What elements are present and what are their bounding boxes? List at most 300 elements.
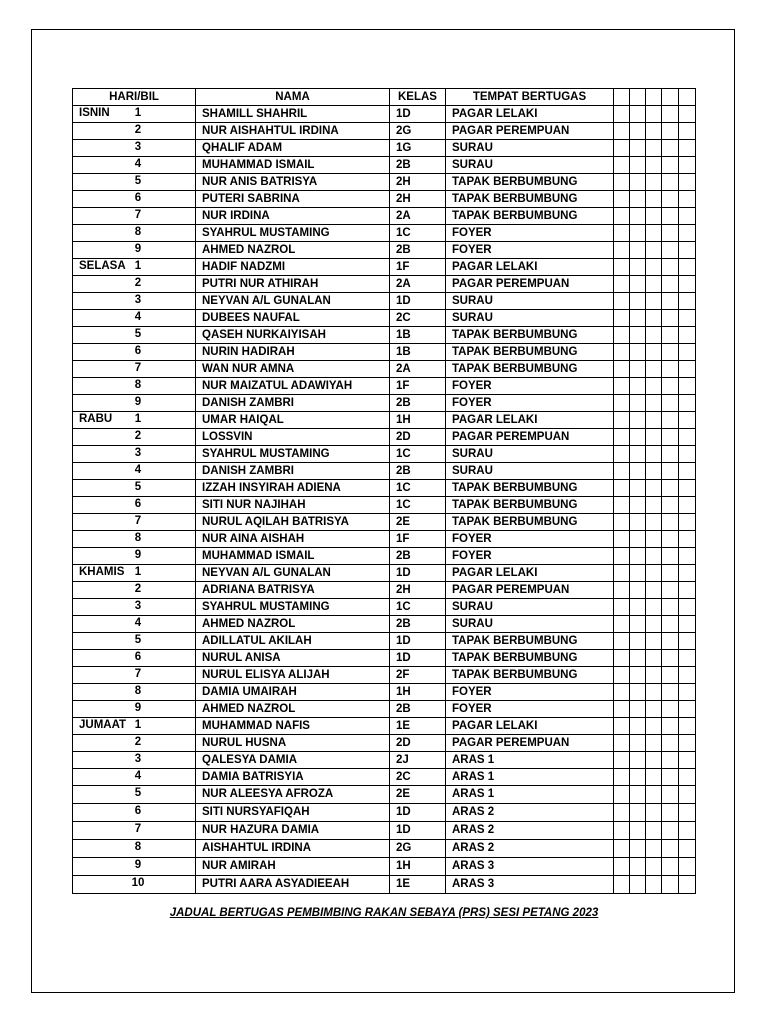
hari-bil-cell bbox=[73, 378, 196, 395]
blank-cell bbox=[646, 822, 662, 840]
blank-cell bbox=[646, 599, 662, 616]
class-cell: 1D bbox=[390, 565, 446, 582]
class-cell: 1H bbox=[390, 858, 446, 876]
blank-cell bbox=[679, 225, 696, 242]
name-cell: SYAHRUL MUSTAMING bbox=[196, 599, 390, 616]
name-cell: AHMED NAZROL bbox=[196, 242, 390, 259]
blank-cell bbox=[614, 667, 630, 684]
name-cell: MUHAMMAD ISMAIL bbox=[196, 548, 390, 565]
blank-cell bbox=[614, 123, 630, 140]
row-number: 10 bbox=[131, 877, 145, 889]
blank-cell bbox=[679, 786, 696, 804]
blank-cell bbox=[646, 497, 662, 514]
row-number: 7 bbox=[134, 362, 142, 374]
duty-place-cell: PAGAR PEREMPUAN bbox=[446, 429, 614, 446]
name-cell: NURUL HUSNA bbox=[196, 735, 390, 752]
hari-bil-cell bbox=[73, 123, 196, 140]
table-row bbox=[73, 650, 696, 667]
class-cell: 1E bbox=[390, 876, 446, 894]
table-row bbox=[73, 225, 696, 242]
table-row bbox=[73, 718, 696, 735]
blank-cell bbox=[630, 293, 646, 310]
hari-bil-cell bbox=[73, 225, 196, 242]
blank-cell bbox=[662, 463, 679, 480]
blank-cell bbox=[662, 497, 679, 514]
name-cell: NUR HAZURA DAMIA bbox=[196, 822, 390, 840]
duty-place-cell: ARAS 2 bbox=[446, 822, 614, 840]
blank-cell bbox=[646, 633, 662, 650]
blank-cell bbox=[614, 174, 630, 191]
table-row bbox=[73, 157, 696, 174]
table-row bbox=[73, 140, 696, 157]
class-cell: 2B bbox=[390, 242, 446, 259]
header-kelas: KELAS bbox=[390, 89, 446, 106]
table-row bbox=[73, 480, 696, 497]
table-row bbox=[73, 514, 696, 531]
blank-cell bbox=[679, 514, 696, 531]
row-number: 6 bbox=[134, 345, 142, 357]
blank-cell bbox=[614, 327, 630, 344]
day-label: JUMAAT bbox=[79, 719, 127, 731]
blank-cell bbox=[646, 446, 662, 463]
blank-cell bbox=[646, 786, 662, 804]
blank-cell bbox=[614, 225, 630, 242]
blank-cell bbox=[630, 446, 646, 463]
duty-place-cell: ARAS 1 bbox=[446, 752, 614, 769]
class-cell: 1G bbox=[390, 140, 446, 157]
hari-bil-cell bbox=[73, 582, 196, 599]
blank-cell bbox=[662, 429, 679, 446]
blank-cell bbox=[662, 531, 679, 548]
blank-cell bbox=[646, 718, 662, 735]
blank-cell bbox=[662, 293, 679, 310]
blank-cell bbox=[630, 599, 646, 616]
blank-cell bbox=[646, 752, 662, 769]
class-cell: 2B bbox=[390, 463, 446, 480]
blank-cell bbox=[646, 191, 662, 208]
row-number: 8 bbox=[134, 532, 142, 544]
row-number: 9 bbox=[134, 702, 142, 714]
duty-place-cell: TAPAK BERBUMBUNG bbox=[446, 514, 614, 531]
row-number: 2 bbox=[134, 277, 142, 289]
duty-place-cell: FOYER bbox=[446, 531, 614, 548]
name-cell: NURUL ELISYA ALIJAH bbox=[196, 667, 390, 684]
blank-cell bbox=[646, 667, 662, 684]
table-row bbox=[73, 701, 696, 718]
class-cell: 1D bbox=[390, 106, 446, 123]
blank-cell bbox=[630, 259, 646, 276]
blank-cell bbox=[662, 599, 679, 616]
blank-cell bbox=[630, 616, 646, 633]
duty-place-cell: SURAU bbox=[446, 463, 614, 480]
blank-cell bbox=[679, 106, 696, 123]
row-number: 7 bbox=[134, 515, 142, 527]
blank-cell bbox=[679, 616, 696, 633]
class-cell: 2H bbox=[390, 191, 446, 208]
blank-cell bbox=[614, 191, 630, 208]
blank-cell bbox=[614, 548, 630, 565]
blank-cell bbox=[646, 310, 662, 327]
duty-place-cell: SURAU bbox=[446, 293, 614, 310]
blank-cell bbox=[630, 684, 646, 701]
blank-cell bbox=[614, 840, 630, 858]
row-number: 4 bbox=[134, 158, 142, 170]
blank-cell bbox=[646, 804, 662, 822]
name-cell: NURUL AQILAH BATRISYA bbox=[196, 514, 390, 531]
row-number: 4 bbox=[134, 617, 142, 629]
header-hari-bil: HARI/BIL bbox=[73, 89, 196, 106]
blank-cell bbox=[614, 293, 630, 310]
duty-place-cell: TAPAK BERBUMBUNG bbox=[446, 327, 614, 344]
duty-place-cell: PAGAR PEREMPUAN bbox=[446, 123, 614, 140]
blank-cell bbox=[614, 259, 630, 276]
row-number: 5 bbox=[134, 481, 142, 493]
class-cell: 2A bbox=[390, 276, 446, 293]
duty-place-cell: ARAS 2 bbox=[446, 840, 614, 858]
blank-cell bbox=[614, 565, 630, 582]
row-number: 1 bbox=[134, 107, 142, 119]
hari-bil-cell bbox=[73, 191, 196, 208]
blank-cell bbox=[630, 701, 646, 718]
blank-cell bbox=[662, 225, 679, 242]
blank-cell bbox=[630, 667, 646, 684]
blank-cell bbox=[614, 140, 630, 157]
duty-place-cell: TAPAK BERBUMBUNG bbox=[446, 480, 614, 497]
table-row bbox=[73, 531, 696, 548]
blank-cell bbox=[646, 123, 662, 140]
blank-cell bbox=[614, 276, 630, 293]
row-number: 4 bbox=[134, 770, 142, 782]
blank-cell bbox=[679, 876, 696, 894]
blank-cell bbox=[646, 684, 662, 701]
hari-bil-cell bbox=[73, 140, 196, 157]
class-cell: 2A bbox=[390, 361, 446, 378]
table-row bbox=[73, 858, 696, 876]
blank-cell bbox=[614, 876, 630, 894]
blank-cell bbox=[646, 582, 662, 599]
name-cell: PUTRI NUR ATHIRAH bbox=[196, 276, 390, 293]
blank-cell bbox=[662, 684, 679, 701]
blank-cell bbox=[630, 361, 646, 378]
blank-cell bbox=[646, 480, 662, 497]
blank-cell bbox=[662, 633, 679, 650]
hari-bil-cell bbox=[73, 106, 196, 123]
row-number: 2 bbox=[134, 736, 142, 748]
blank-cell bbox=[679, 548, 696, 565]
name-cell: ADRIANA BATRISYA bbox=[196, 582, 390, 599]
blank-cell bbox=[646, 858, 662, 876]
duty-place-cell: FOYER bbox=[446, 701, 614, 718]
duty-place-cell: FOYER bbox=[446, 684, 614, 701]
name-cell: LOSSVIN bbox=[196, 429, 390, 446]
hari-bil-cell bbox=[73, 276, 196, 293]
blank-cell bbox=[630, 718, 646, 735]
blank-cell bbox=[646, 840, 662, 858]
name-cell: NUR MAIZATUL ADAWIYAH bbox=[196, 378, 390, 395]
duty-place-cell: SURAU bbox=[446, 616, 614, 633]
table-row bbox=[73, 361, 696, 378]
name-cell: NUR AINA AISHAH bbox=[196, 531, 390, 548]
blank-cell bbox=[662, 514, 679, 531]
blank-cell bbox=[630, 276, 646, 293]
blank-cell bbox=[646, 293, 662, 310]
day-label: SELASA bbox=[79, 260, 126, 272]
blank-cell bbox=[679, 276, 696, 293]
blank-cell bbox=[614, 752, 630, 769]
header-nama: NAMA bbox=[196, 89, 390, 106]
blank-cell bbox=[614, 480, 630, 497]
duty-place-cell: TAPAK BERBUMBUNG bbox=[446, 344, 614, 361]
blank-cell bbox=[679, 174, 696, 191]
blank-cell bbox=[679, 752, 696, 769]
table-row bbox=[73, 463, 696, 480]
name-cell: SYAHRUL MUSTAMING bbox=[196, 446, 390, 463]
row-number: 3 bbox=[134, 600, 142, 612]
class-cell: 1C bbox=[390, 497, 446, 514]
hari-bil-cell bbox=[73, 497, 196, 514]
blank-cell bbox=[662, 858, 679, 876]
hari-bil-cell bbox=[73, 858, 196, 876]
hari-bil-cell bbox=[73, 463, 196, 480]
row-number: 6 bbox=[134, 498, 142, 510]
blank-cell bbox=[614, 718, 630, 735]
blank-cell bbox=[614, 310, 630, 327]
blank-cell bbox=[646, 327, 662, 344]
name-cell: DANISH ZAMBRI bbox=[196, 463, 390, 480]
class-cell: 2H bbox=[390, 582, 446, 599]
hari-bil-cell bbox=[73, 701, 196, 718]
row-number: 2 bbox=[134, 124, 142, 136]
hari-bil-cell bbox=[73, 718, 196, 735]
blank-cell bbox=[614, 412, 630, 429]
duty-place-cell: TAPAK BERBUMBUNG bbox=[446, 667, 614, 684]
blank-cell bbox=[646, 650, 662, 667]
blank-cell bbox=[662, 327, 679, 344]
hari-bil-cell bbox=[73, 412, 196, 429]
hari-bil-cell bbox=[73, 446, 196, 463]
blank-cell bbox=[662, 480, 679, 497]
table-row bbox=[73, 259, 696, 276]
blank-cell bbox=[630, 412, 646, 429]
blank-cell bbox=[662, 412, 679, 429]
name-cell: NEYVAN A/L GUNALAN bbox=[196, 293, 390, 310]
duty-place-cell: SURAU bbox=[446, 157, 614, 174]
row-number: 8 bbox=[134, 841, 142, 853]
blank-cell bbox=[662, 701, 679, 718]
blank-cell bbox=[662, 735, 679, 752]
table-row bbox=[73, 786, 696, 804]
class-cell: 2B bbox=[390, 548, 446, 565]
class-cell: 2B bbox=[390, 157, 446, 174]
hari-bil-cell bbox=[73, 876, 196, 894]
blank-cell bbox=[630, 514, 646, 531]
blank-cell bbox=[662, 378, 679, 395]
blank-cell bbox=[630, 822, 646, 840]
blank-cell bbox=[679, 735, 696, 752]
row-number: 1 bbox=[134, 719, 142, 731]
blank-cell bbox=[679, 718, 696, 735]
blank-cell bbox=[630, 876, 646, 894]
duty-place-cell: PAGAR PEREMPUAN bbox=[446, 582, 614, 599]
duty-place-cell: SURAU bbox=[446, 599, 614, 616]
document-caption: JADUAL BERTUGAS PEMBIMBING RAKAN SEBAYA (PRS) SESI PETANG 2023 bbox=[169, 907, 599, 919]
blank-cell bbox=[679, 565, 696, 582]
table-row bbox=[73, 276, 696, 293]
class-cell: 1C bbox=[390, 599, 446, 616]
row-number: 1 bbox=[134, 413, 142, 425]
hari-bil-cell bbox=[73, 361, 196, 378]
table-row bbox=[73, 616, 696, 633]
row-number: 1 bbox=[134, 566, 142, 578]
blank-cell bbox=[662, 804, 679, 822]
table-row bbox=[73, 565, 696, 582]
row-number: 5 bbox=[134, 787, 142, 799]
blank-cell bbox=[662, 208, 679, 225]
duty-place-cell: PAGAR LELAKI bbox=[446, 106, 614, 123]
name-cell: NUR IRDINA bbox=[196, 208, 390, 225]
hari-bil-cell bbox=[73, 293, 196, 310]
blank-cell bbox=[662, 89, 679, 106]
blank-cell bbox=[679, 858, 696, 876]
name-cell: NUR ANIS BATRISYA bbox=[196, 174, 390, 191]
class-cell: 1H bbox=[390, 412, 446, 429]
blank-cell bbox=[662, 752, 679, 769]
blank-cell bbox=[662, 565, 679, 582]
name-cell: NURUL ANISA bbox=[196, 650, 390, 667]
hari-bil-cell bbox=[73, 514, 196, 531]
blank-cell bbox=[679, 89, 696, 106]
blank-cell bbox=[662, 361, 679, 378]
table-row bbox=[73, 667, 696, 684]
table-row bbox=[73, 395, 696, 412]
blank-cell bbox=[630, 480, 646, 497]
blank-cell bbox=[630, 633, 646, 650]
class-cell: 2F bbox=[390, 667, 446, 684]
duty-place-cell: FOYER bbox=[446, 378, 614, 395]
blank-cell bbox=[630, 106, 646, 123]
hari-bil-cell bbox=[73, 752, 196, 769]
row-number: 6 bbox=[134, 192, 142, 204]
name-cell: QASEH NURKAIYISAH bbox=[196, 327, 390, 344]
row-number: 1 bbox=[134, 260, 142, 272]
blank-cell bbox=[630, 582, 646, 599]
blank-cell bbox=[679, 140, 696, 157]
name-cell: IZZAH INSYIRAH ADIENA bbox=[196, 480, 390, 497]
blank-cell bbox=[614, 208, 630, 225]
class-cell: 1D bbox=[390, 650, 446, 667]
blank-cell bbox=[614, 514, 630, 531]
blank-cell bbox=[646, 429, 662, 446]
blank-cell bbox=[614, 804, 630, 822]
class-cell: 1H bbox=[390, 684, 446, 701]
row-number: 3 bbox=[134, 141, 142, 153]
blank-cell bbox=[646, 565, 662, 582]
day-label: ISNIN bbox=[79, 107, 110, 119]
name-cell: AISHAHTUL IRDINA bbox=[196, 840, 390, 858]
duty-place-cell: TAPAK BERBUMBUNG bbox=[446, 633, 614, 650]
blank-cell bbox=[679, 840, 696, 858]
blank-cell bbox=[679, 344, 696, 361]
row-number: 9 bbox=[134, 396, 142, 408]
hari-bil-cell bbox=[73, 650, 196, 667]
blank-cell bbox=[630, 565, 646, 582]
name-cell: MUHAMMAD NAFIS bbox=[196, 718, 390, 735]
table-row bbox=[73, 876, 696, 894]
name-cell: SYAHRUL MUSTAMING bbox=[196, 225, 390, 242]
blank-cell bbox=[662, 548, 679, 565]
name-cell: WAN NUR AMNA bbox=[196, 361, 390, 378]
class-cell: 1D bbox=[390, 633, 446, 650]
blank-cell bbox=[614, 242, 630, 259]
blank-cell bbox=[679, 378, 696, 395]
row-number: 7 bbox=[134, 668, 142, 680]
blank-cell bbox=[614, 361, 630, 378]
blank-cell bbox=[646, 378, 662, 395]
blank-cell bbox=[614, 769, 630, 786]
table-row bbox=[73, 106, 696, 123]
blank-cell bbox=[662, 769, 679, 786]
hari-bil-cell bbox=[73, 242, 196, 259]
blank-cell bbox=[679, 497, 696, 514]
table-row bbox=[73, 429, 696, 446]
blank-cell bbox=[630, 123, 646, 140]
blank-cell bbox=[662, 310, 679, 327]
blank-cell bbox=[646, 514, 662, 531]
class-cell: 1C bbox=[390, 225, 446, 242]
hari-bil-cell bbox=[73, 616, 196, 633]
name-cell: QHALIF ADAM bbox=[196, 140, 390, 157]
blank-cell bbox=[662, 276, 679, 293]
table-row bbox=[73, 735, 696, 752]
blank-cell bbox=[614, 633, 630, 650]
name-cell: DAMIA UMAIRAH bbox=[196, 684, 390, 701]
blank-cell bbox=[614, 429, 630, 446]
duty-place-cell: ARAS 3 bbox=[446, 876, 614, 894]
blank-cell bbox=[646, 106, 662, 123]
blank-cell bbox=[630, 310, 646, 327]
blank-cell bbox=[646, 361, 662, 378]
name-cell: PUTRI AARA ASYADIEEAH bbox=[196, 876, 390, 894]
duty-place-cell: FOYER bbox=[446, 242, 614, 259]
blank-cell bbox=[646, 174, 662, 191]
blank-cell bbox=[614, 89, 630, 106]
row-number: 8 bbox=[134, 226, 142, 238]
table-row bbox=[73, 174, 696, 191]
blank-cell bbox=[614, 497, 630, 514]
name-cell: DANISH ZAMBRI bbox=[196, 395, 390, 412]
blank-cell bbox=[614, 378, 630, 395]
blank-cell bbox=[630, 89, 646, 106]
blank-cell bbox=[630, 242, 646, 259]
class-cell: 1B bbox=[390, 327, 446, 344]
blank-cell bbox=[630, 157, 646, 174]
blank-cell bbox=[679, 804, 696, 822]
hari-bil-cell bbox=[73, 310, 196, 327]
blank-cell bbox=[646, 412, 662, 429]
name-cell: NUR AISHAHTUL IRDINA bbox=[196, 123, 390, 140]
blank-cell bbox=[614, 599, 630, 616]
name-cell: SHAMILL SHAHRIL bbox=[196, 106, 390, 123]
blank-cell bbox=[646, 531, 662, 548]
blank-cell bbox=[630, 735, 646, 752]
hari-bil-cell bbox=[73, 840, 196, 858]
blank-cell bbox=[679, 531, 696, 548]
blank-cell bbox=[630, 858, 646, 876]
name-cell: SITI NUR NAJIHAH bbox=[196, 497, 390, 514]
blank-cell bbox=[614, 463, 630, 480]
hari-bil-cell bbox=[73, 599, 196, 616]
name-cell: NEYVAN A/L GUNALAN bbox=[196, 565, 390, 582]
